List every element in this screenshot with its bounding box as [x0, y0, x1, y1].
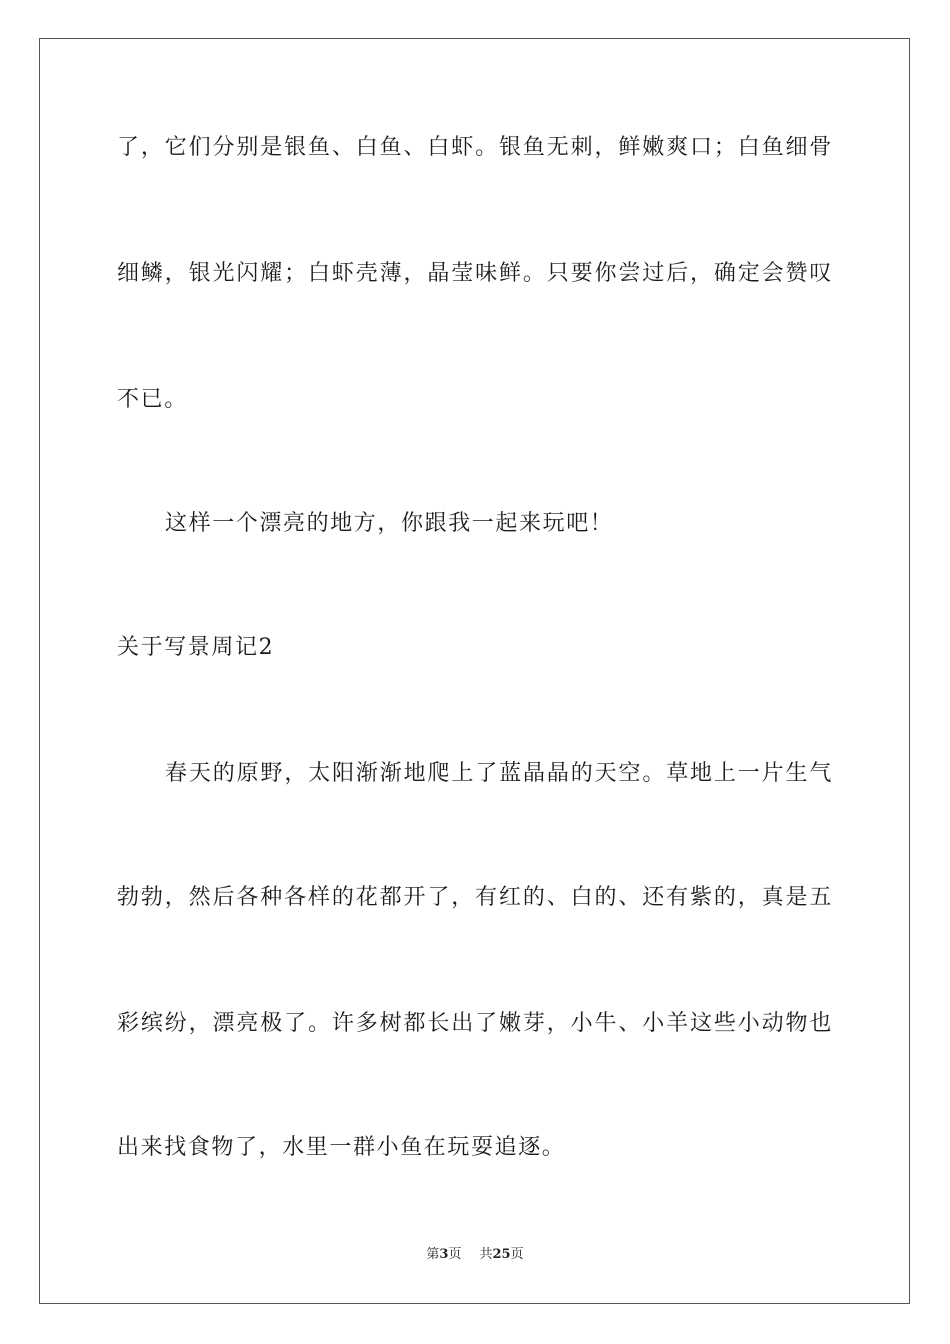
section-heading: 关于写景周记2 — [117, 635, 275, 660]
page-footer — [0, 1246, 950, 1264]
paragraph-1-line-2: 细鳞，银光闪耀；白虾壳薄，晶莹味鲜。只要你尝过后，确定会赞叹 — [117, 261, 833, 286]
paragraph-3-line-1: 春天的原野，太阳渐渐地爬上了蓝晶晶的天空。草地上一片生气 — [165, 761, 833, 786]
paragraph-3-line-3: 彩缤纷，漂亮极了。许多树都长出了嫩芽，小牛、小羊这些小动物也 — [117, 1011, 833, 1036]
footer-page-suffix: 页 — [448, 1247, 462, 1262]
current-page-number: 3 — [439, 1247, 449, 1262]
paragraph-2-line-1: 这样一个漂亮的地方，你跟我一起来玩吧！ — [165, 511, 614, 536]
paragraph-3-line-4: 出来找食物了，水里一群小鱼在玩耍追逐。 — [117, 1135, 566, 1160]
paragraph-1-line-3: 不已。 — [117, 387, 188, 412]
footer-total-prefix: 共 — [479, 1247, 493, 1262]
paragraph-1-line-1: 了，它们分别是银鱼、白鱼、白虾。银鱼无刺，鲜嫩爽口；白鱼细骨 — [117, 135, 833, 160]
footer-prefix: 第 — [426, 1247, 440, 1262]
page-frame — [39, 38, 910, 1304]
total-pages-number: 25 — [492, 1247, 511, 1262]
paragraph-3-line-2: 勃勃，然后各种各样的花都开了，有红的、白的、还有紫的，真是五 — [117, 885, 833, 910]
footer-total-suffix: 页 — [510, 1247, 524, 1262]
